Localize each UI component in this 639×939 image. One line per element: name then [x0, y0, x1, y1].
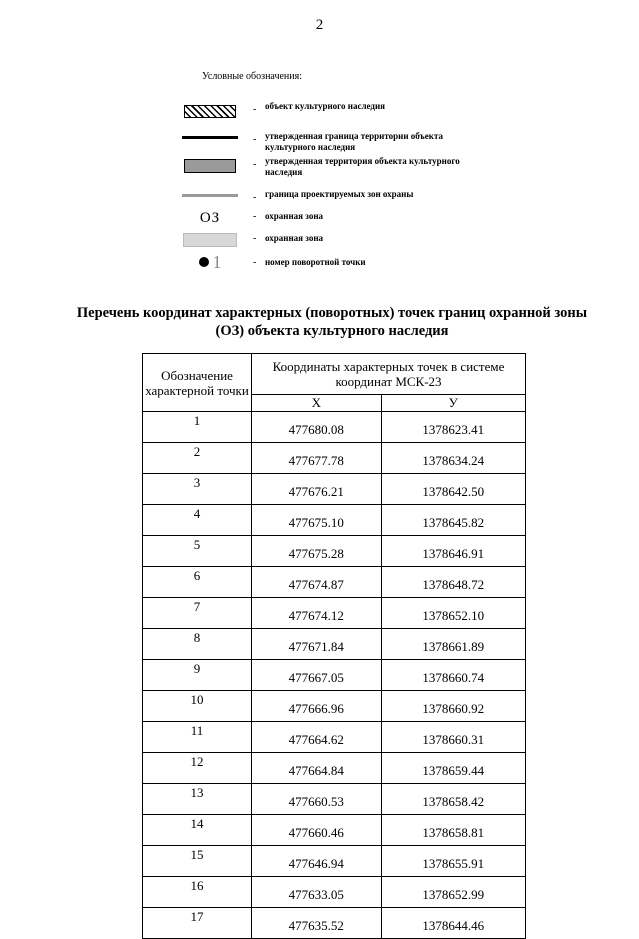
point-number: 12	[143, 753, 252, 784]
page-number: 2	[315, 17, 324, 33]
table-row	[143, 753, 526, 784]
point-number: 11	[143, 722, 252, 753]
legend-label: охранная зона	[265, 211, 324, 221]
header-designation: Обозначение характерной точки	[143, 354, 252, 412]
gray-line-icon	[182, 194, 238, 197]
table-row	[143, 877, 526, 908]
legend-label: охранная зона	[265, 233, 324, 243]
coord-y: 1378658.42	[381, 784, 525, 815]
coord-x: 477666.96	[252, 691, 382, 722]
table-row	[143, 443, 526, 474]
coord-y: 1378642.50	[381, 474, 525, 505]
dot-icon	[199, 257, 209, 267]
coord-y: 1378634.24	[381, 443, 525, 474]
coord-x: 477635.52	[252, 908, 382, 939]
table-row	[143, 784, 526, 815]
section-heading: Перечень координат характерных (поворотных) точек границ охранной зоны (ОЗ) объекта культурного наследия	[76, 305, 588, 339]
point-number: 8	[143, 629, 252, 660]
legend-label: объект культурного наследия	[265, 101, 385, 111]
coord-y: 1378660.31	[381, 722, 525, 753]
table-row	[143, 629, 526, 660]
legend-label: утвержденная территория объекта культурного наследия	[265, 156, 460, 177]
point-number: 1	[143, 412, 252, 443]
legend-label: номер поворотной точки	[265, 257, 366, 267]
coord-y: 1378659.44	[381, 753, 525, 784]
coord-y: 1378658.81	[381, 815, 525, 846]
legend-item-approved-territory: - утвержденная территория объекта культурного наследия	[180, 156, 500, 176]
coord-y: 1378648.72	[381, 567, 525, 598]
legend-label: граница проектируемых зон охраны	[265, 189, 414, 199]
point-number: 2	[143, 443, 252, 474]
point-number: 17	[143, 908, 252, 939]
point-symbol-number: 1	[212, 251, 222, 272]
point-number: 7	[143, 598, 252, 629]
header-y: У	[381, 395, 525, 412]
table-row	[143, 722, 526, 753]
point-number: 16	[143, 877, 252, 908]
coord-y: 1378652.99	[381, 877, 525, 908]
table-row	[143, 691, 526, 722]
table-row	[143, 908, 526, 939]
coord-x: 477674.87	[252, 567, 382, 598]
legend-item-projected-boundary: - граница проектируемых зон охраны	[180, 189, 500, 209]
coordinates-table	[142, 353, 526, 939]
coord-y: 1378661.89	[381, 629, 525, 660]
legend-item-protection-zone: - охранная зона	[180, 230, 500, 250]
point-number: 15	[143, 846, 252, 877]
table-row	[143, 598, 526, 629]
legend-item-heritage-object: - объект культурного наследия	[180, 101, 500, 121]
point-number: 13	[143, 784, 252, 815]
legend-item-point-number: 1 - номер поворотной точки	[180, 252, 500, 272]
coord-y: 1378623.41	[381, 412, 525, 443]
table-row	[143, 815, 526, 846]
coord-y: 1378652.10	[381, 598, 525, 629]
coord-x: 477676.21	[252, 474, 382, 505]
hatched-box-icon	[184, 105, 236, 118]
legend-item-oz-label: ОЗ - охранная зона	[180, 208, 500, 228]
coord-y: 1378645.82	[381, 505, 525, 536]
coord-y: 1378660.92	[381, 691, 525, 722]
table-row	[143, 846, 526, 877]
table-row	[143, 660, 526, 691]
table-row	[143, 567, 526, 598]
gray-box-icon	[184, 159, 236, 173]
coord-x: 477664.62	[252, 722, 382, 753]
header-x: Х	[252, 395, 382, 412]
header-coordinates: Координаты характерных точек в системе координат МСК-23	[252, 354, 526, 395]
point-number: 9	[143, 660, 252, 691]
point-number: 5	[143, 536, 252, 567]
point-number: 10	[143, 691, 252, 722]
coord-x: 477671.84	[252, 629, 382, 660]
legend-label: утвержденная граница территории объекта культурного наследия	[265, 131, 444, 152]
table-row	[143, 505, 526, 536]
point-number: 6	[143, 567, 252, 598]
legend-title: Условные обозначения:	[202, 71, 303, 82]
table-row	[143, 474, 526, 505]
coord-x: 477646.94	[252, 846, 382, 877]
point-number: 3	[143, 474, 252, 505]
thick-line-icon	[182, 136, 238, 139]
coord-y: 1378646.91	[381, 536, 525, 567]
coord-y: 1378644.46	[381, 908, 525, 939]
coord-y: 1378655.91	[381, 846, 525, 877]
coord-x: 477675.28	[252, 536, 382, 567]
table-row	[143, 412, 526, 443]
coord-x: 477674.12	[252, 598, 382, 629]
coord-x: 477664.84	[252, 753, 382, 784]
coord-x: 477660.53	[252, 784, 382, 815]
coord-x: 477675.10	[252, 505, 382, 536]
oz-symbol: ОЗ	[199, 209, 221, 226]
coord-x: 477667.05	[252, 660, 382, 691]
coord-x: 477633.05	[252, 877, 382, 908]
table-row	[143, 536, 526, 567]
coord-x: 477677.78	[252, 443, 382, 474]
legend-item-approved-boundary: - утвержденная граница территории объекта культурного наследия	[180, 131, 500, 151]
point-number: 14	[143, 815, 252, 846]
point-number: 4	[143, 505, 252, 536]
coord-x: 477680.08	[252, 412, 382, 443]
coord-x: 477660.46	[252, 815, 382, 846]
light-box-icon	[183, 233, 237, 247]
coord-y: 1378660.74	[381, 660, 525, 691]
